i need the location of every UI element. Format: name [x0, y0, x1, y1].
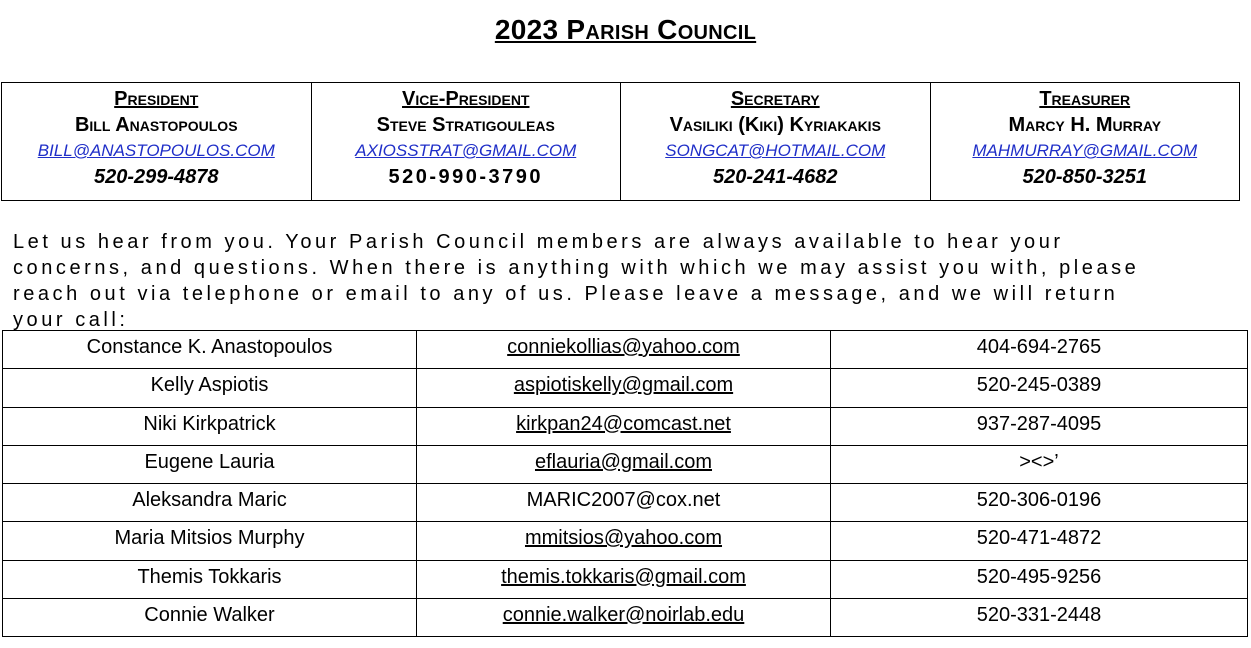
- member-email-link[interactable]: mmitsios@yahoo.com: [417, 522, 831, 560]
- member-email-link[interactable]: themis.tokkaris@gmail.com: [417, 560, 831, 598]
- officer-email-link[interactable]: AXIOSSTRAT@GMAIL.COM: [355, 141, 577, 160]
- officer-role: Vice-President: [402, 88, 530, 110]
- member-email-text: MARIC2007@cox.net: [417, 484, 831, 522]
- member-name: Kelly Aspiotis: [3, 369, 417, 407]
- officer-email-link[interactable]: BILL@ANASTOPOULOS.COM: [37, 141, 275, 160]
- officer-email-link[interactable]: MAHMURRAY@GMAIL.COM: [972, 141, 1198, 160]
- officer-phone: 520-241-4682: [712, 166, 838, 188]
- member-email-link[interactable]: aspiotiskelly@gmail.com: [417, 369, 831, 407]
- page-title: 2023 Parish Council: [494, 14, 757, 45]
- member-name: Eugene Lauria: [3, 445, 417, 483]
- member-email-link[interactable]: eflauria@gmail.com: [417, 445, 831, 483]
- member-phone: 520-331-2448: [831, 598, 1248, 636]
- officer-name: Vasiliki (Kiki) Kyriakakis: [669, 114, 881, 136]
- table-row: [3, 522, 1248, 560]
- officer-email-link[interactable]: SONGCAT@HOTMAIL.COM: [665, 141, 886, 160]
- message-line: your call:: [13, 309, 129, 331]
- table-row: [3, 331, 1248, 369]
- officer-role: Treasurer: [1039, 88, 1131, 110]
- member-email-link[interactable]: connie.walker@noirlab.edu: [417, 598, 831, 636]
- officers-table: [1, 82, 1240, 201]
- member-name: Aleksandra Maric: [3, 484, 417, 522]
- member-email-link[interactable]: conniekollias@yahoo.com: [417, 331, 831, 369]
- table-row: [3, 407, 1248, 445]
- member-name: Constance K. Anastopoulos: [3, 331, 417, 369]
- officer-phone: 520-299-4878: [93, 166, 219, 188]
- contact-message: [13, 229, 1249, 333]
- table-row: [3, 560, 1248, 598]
- message-line: Let us hear from you. Your Parish Council members are always available to hear your: [13, 231, 1064, 253]
- officer-cell-vice-president: [311, 83, 621, 201]
- message-line: reach out via telephone or email to any of us. Please leave a message, and we will return: [13, 283, 1119, 305]
- member-phone: ><>’: [831, 445, 1248, 483]
- member-phone: 520-245-0389: [831, 369, 1248, 407]
- table-row: [3, 445, 1248, 483]
- member-phone: 520-495-9256: [831, 560, 1248, 598]
- officer-role: President: [114, 88, 199, 110]
- message-line: concerns, and questions. When there is anything with which we may assist you with, please: [13, 257, 1140, 279]
- member-name: Themis Tokkaris: [3, 560, 417, 598]
- member-email-link[interactable]: kirkpan24@comcast.net: [417, 407, 831, 445]
- page-title-wrapper: [0, 14, 1251, 46]
- officers-row: [2, 83, 1240, 201]
- officer-cell-treasurer: [930, 83, 1240, 201]
- officer-phone: 520-850-3251: [1022, 166, 1148, 188]
- officer-cell-president: [2, 83, 312, 201]
- officer-name: Marcy H. Murray: [1008, 114, 1162, 136]
- member-name: Connie Walker: [3, 598, 417, 636]
- member-phone: 520-471-4872: [831, 522, 1248, 560]
- member-phone: 404-694-2765: [831, 331, 1248, 369]
- table-row: [3, 484, 1248, 522]
- officer-phone: 520-990-3790: [388, 166, 544, 188]
- member-name: Maria Mitsios Murphy: [3, 522, 417, 560]
- officer-name: Steve Stratigouleas: [376, 114, 555, 136]
- table-row: [3, 598, 1248, 636]
- member-phone: 937-287-4095: [831, 407, 1248, 445]
- members-table: [2, 330, 1248, 637]
- table-row: [3, 369, 1248, 407]
- member-name: Niki Kirkpatrick: [3, 407, 417, 445]
- officer-cell-secretary: [621, 83, 931, 201]
- officer-role: Secretary: [730, 88, 820, 110]
- member-phone: 520-306-0196: [831, 484, 1248, 522]
- officer-name: Bill Anastopoulos: [74, 114, 238, 136]
